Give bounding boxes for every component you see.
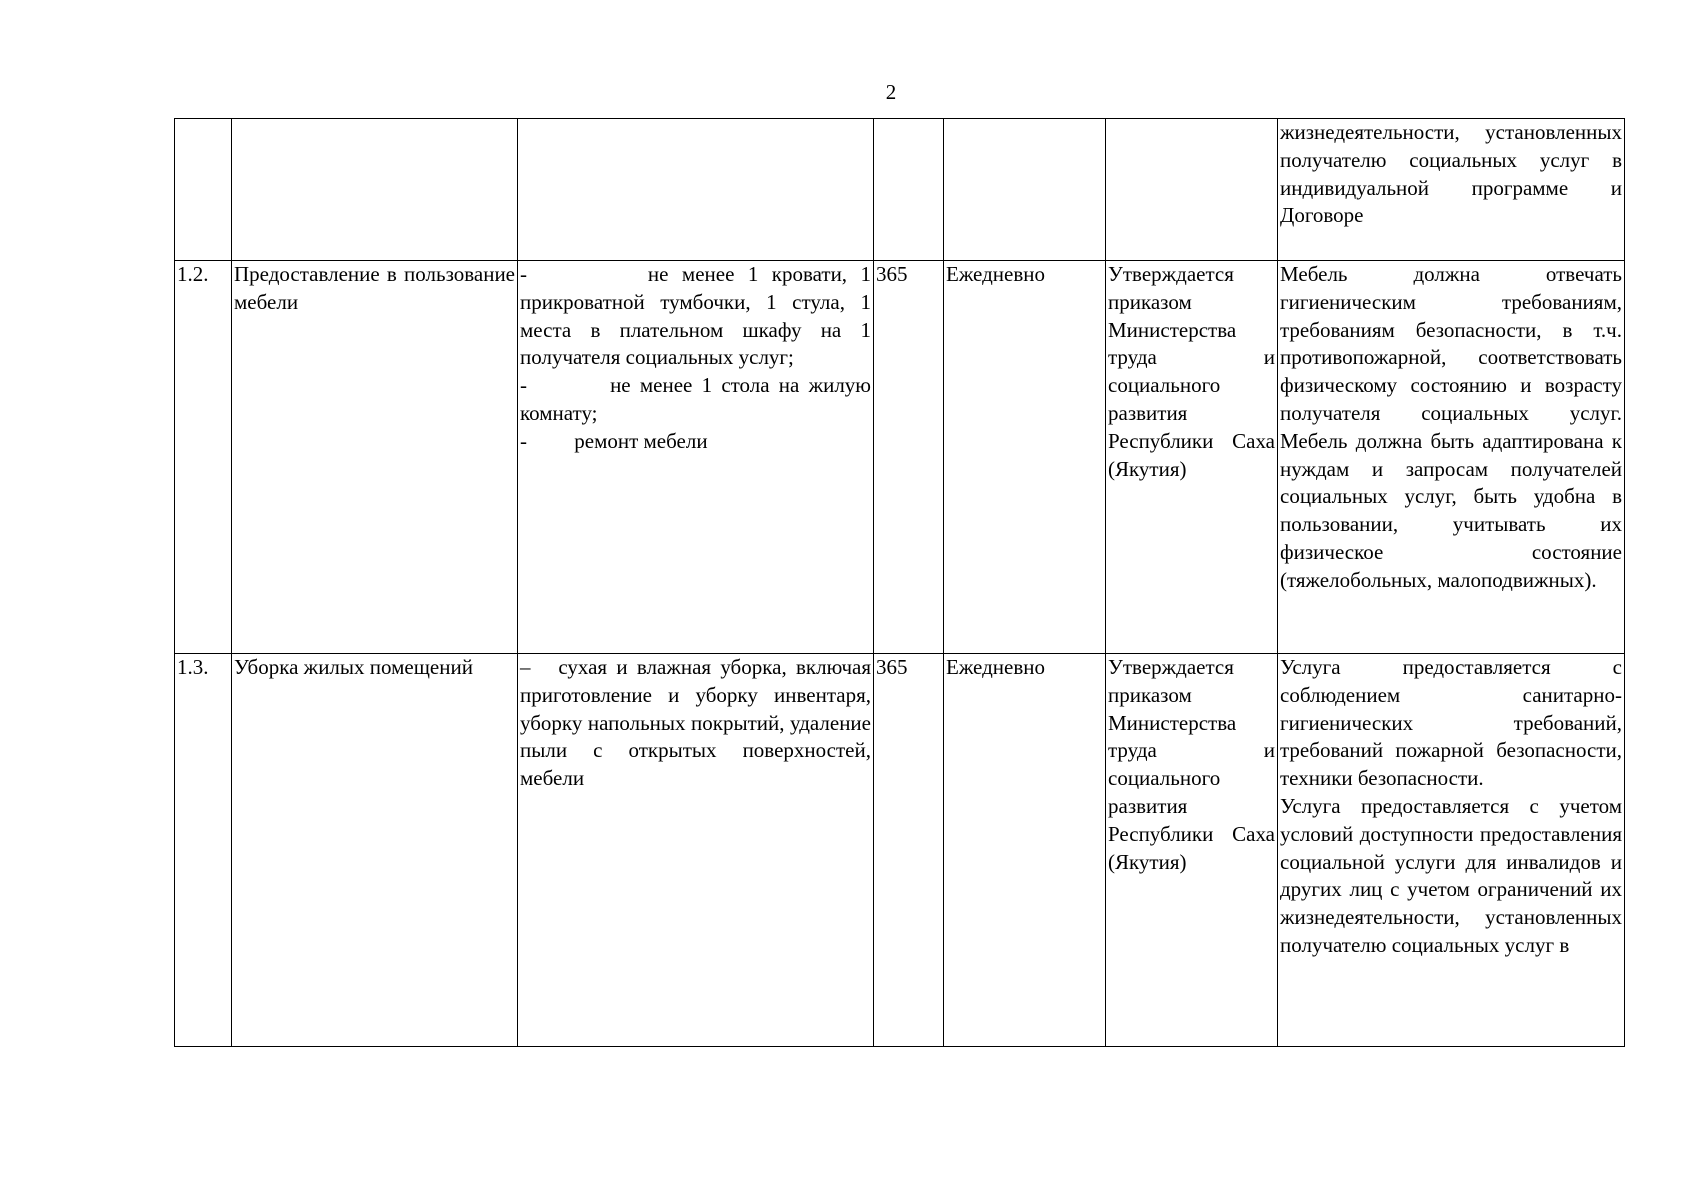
cell-frequency: Ежедневно	[944, 654, 1106, 1047]
list-item: - не менее 1 кровати, 1 прикроватной тумбочки, 1 стула, 1 места в плательном шкафу на 1 получателя социальных услуг;	[520, 262, 871, 370]
table-row	[175, 654, 1625, 1047]
cell-content	[518, 261, 874, 654]
cell-service: Предоставление в пользование мебели	[232, 261, 518, 654]
cell-tariff	[1106, 119, 1278, 261]
cell-content	[518, 119, 874, 261]
list-item: – сухая и влажная уборка, включая приготовление и уборку инвентаря, уборку напольных покрытий, удаление пыли с открытых поверхностей, мебели	[520, 655, 871, 791]
table-row	[175, 261, 1625, 654]
cell-frequency: Ежедневно	[944, 261, 1106, 654]
cell-quality: Мебель должна отвечать гигиеническим требованиям, требованиям безопасности, в т.ч. противопожарной, соответствовать физическому состоянию и возрасту получателя социальных услуг. Мебель должна быть адаптирована к нуждам и запросам получателей социальных услуг, быть удобна в пользовании, учитывать их физическое состояние (тяжелобольных, малоподвижных).	[1278, 261, 1625, 654]
cell-service	[232, 119, 518, 261]
cell-volume: 365	[874, 261, 944, 654]
cell-quality: жизнедеятельности, установленных получателю социальных услуг в индивидуальной программе и Договоре	[1278, 119, 1625, 261]
cell-content	[518, 654, 874, 1047]
services-table	[174, 118, 1625, 1047]
cell-num: 1.2.	[175, 261, 232, 654]
cell-tariff: Утверждается приказом Министерства труда и социального развития Республики Саха (Якутия)	[1106, 654, 1278, 1047]
cell-service: Уборка жилых помещений	[232, 654, 518, 1047]
cell-frequency	[944, 119, 1106, 261]
list-item: - ремонт мебели	[520, 428, 708, 453]
list-item: - не менее 1 стола на жилую комнату;	[520, 373, 871, 425]
cell-tariff: Утверждается приказом Министерства труда и социального развития Республики Саха (Якутия)	[1106, 261, 1278, 654]
cell-volume	[874, 119, 944, 261]
table-row	[175, 119, 1625, 261]
cell-num	[175, 119, 232, 261]
page-number: 2	[885, 80, 897, 104]
cell-quality: Услуга предоставляется с соблюдением санитарно-гигиенических требований, требований пожарной безопасности, техники безопасности. Услуга предоставляется с учетом условий доступности предоставления социальной услуги для инвалидов и других лиц с учетом ограничений их жизнедеятельности, установленных получателю социальных услуг в	[1278, 654, 1625, 1047]
cell-num: 1.3.	[175, 654, 232, 1047]
cell-volume: 365	[874, 654, 944, 1047]
